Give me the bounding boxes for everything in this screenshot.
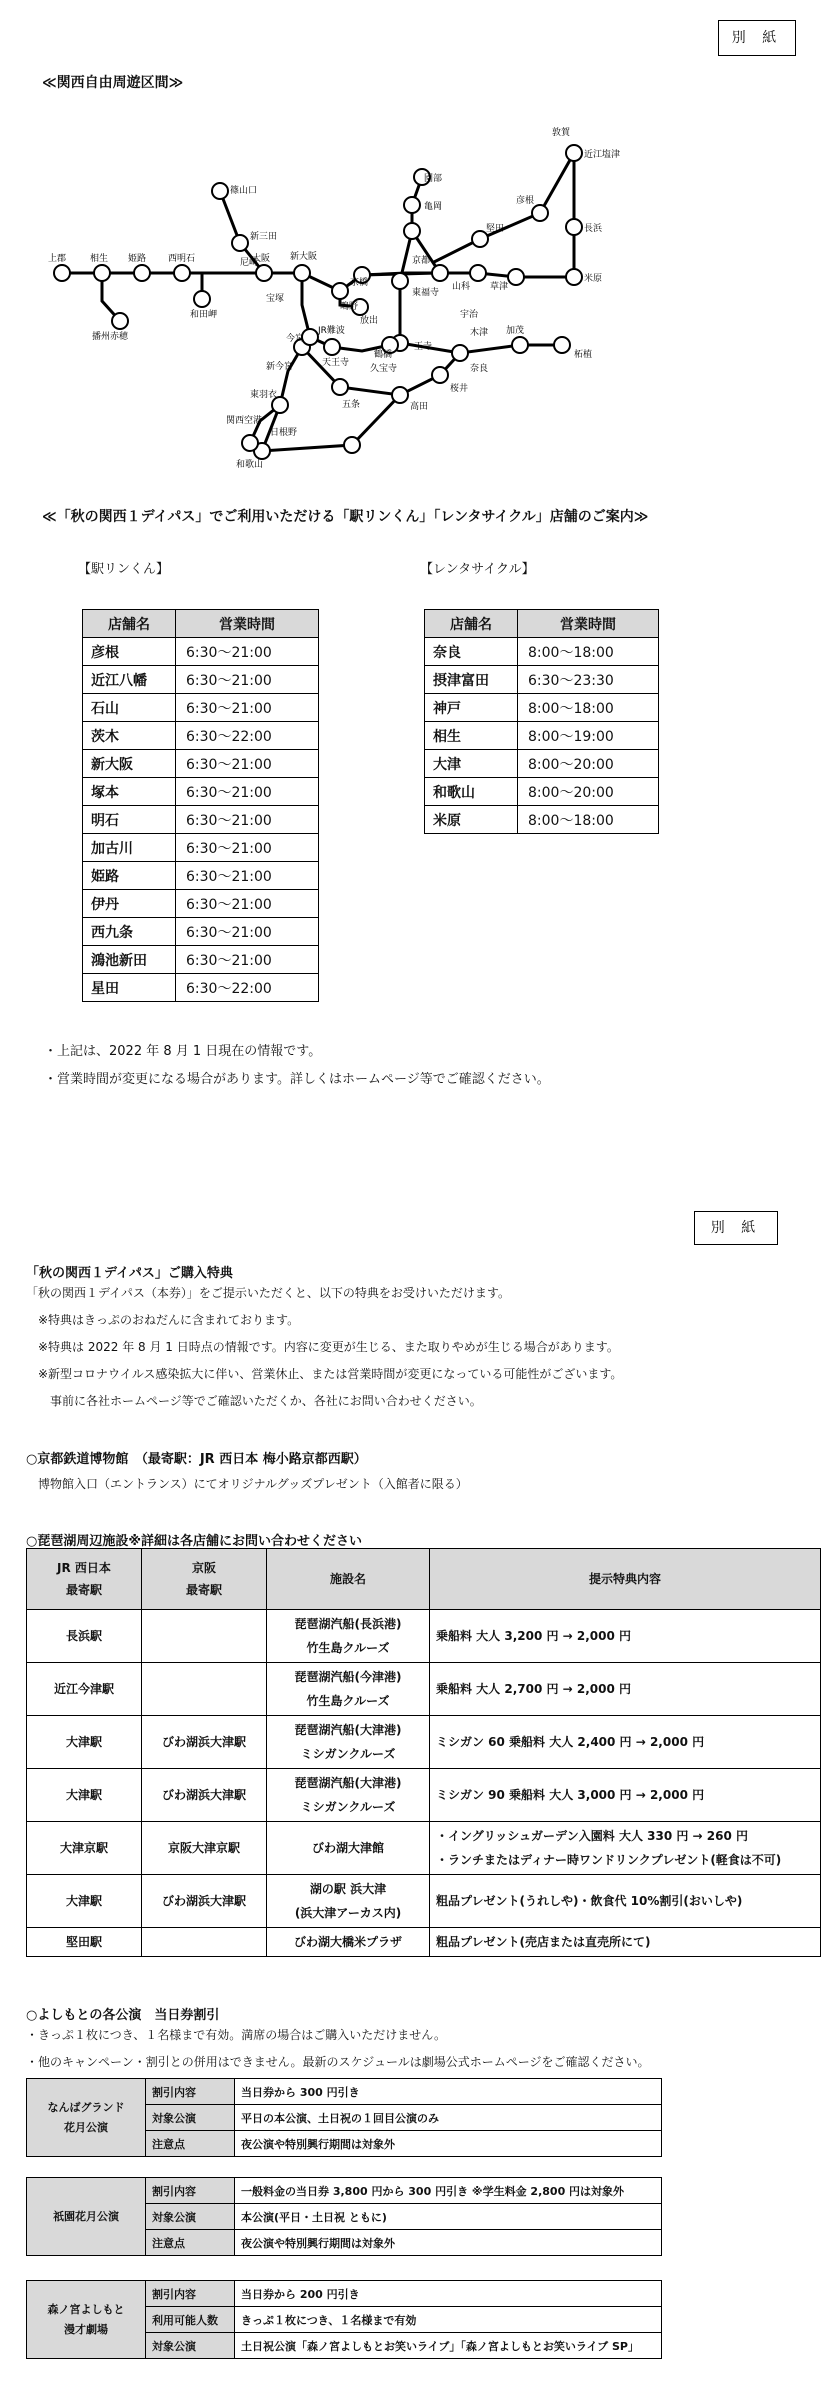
station-label: 山科 — [452, 282, 471, 292]
shop-hours: 6:30～22:00 — [176, 722, 319, 750]
yoshi-category: 対象公演 — [146, 2105, 235, 2131]
station-label: 放出 — [360, 316, 379, 326]
shop-name: 米原 — [425, 806, 518, 834]
shop-hours: 8:00～20:00 — [518, 750, 659, 778]
keihan-station: びわ湖浜大津駅 — [142, 1769, 267, 1822]
shop-hours: 6:30～21:00 — [176, 890, 319, 918]
eki-table — [82, 609, 319, 1002]
station-label: 姫路 — [128, 254, 147, 264]
yoshi-category: 利用可能人数 — [146, 2307, 235, 2333]
shop-hours: 8:00～19:00 — [518, 722, 659, 750]
jr-station: 大津京駅 — [27, 1822, 142, 1875]
shop-name: 加古川 — [83, 834, 176, 862]
intro-line: 事前に各社ホームページ等でご確認いただくか、各社にお問い合わせください。 — [50, 1394, 482, 1408]
museum-text: 博物館入口（エントランス）にてオリジナルグッズプレゼント（入館者に限る） — [38, 1477, 468, 1491]
shop-hours: 6:30～23:30 — [518, 666, 659, 694]
biwa-col-benefit: 提示特典内容 — [430, 1549, 821, 1610]
station-label: 和田岬 — [190, 310, 218, 320]
benefit-content: 乗船料 大人 2,700 円 → 2,000 円 — [430, 1663, 821, 1716]
keihan-station — [142, 1610, 267, 1663]
benefit-content: 粗品プレゼント(売店または直売所にて) — [430, 1928, 821, 1957]
station-label: 京都 — [412, 256, 431, 266]
benefit-content: ミシガン 60 乗船料 大人 2,400 円 → 2,000 円 — [430, 1716, 821, 1769]
yoshi-category: 割引内容 — [146, 2079, 235, 2105]
shop-name: 新大阪 — [83, 750, 176, 778]
yoshi-venue-table — [26, 2280, 662, 2359]
benefit-content: ミシガン 90 乗船料 大人 3,000 円 → 2,000 円 — [430, 1769, 821, 1822]
betsushi-label-1: 別 紙 — [718, 20, 796, 56]
yoshi-venue-table — [26, 2078, 662, 2157]
station-label: 鶴橋 — [374, 350, 393, 360]
station-label: 高田 — [410, 402, 429, 412]
station-label: 近江塩津 — [584, 150, 621, 160]
jr-station: 大津駅 — [27, 1769, 142, 1822]
biwa-col-keihan: 京阪 最寄駅 — [142, 1549, 267, 1610]
shop-hours: 6:30～21:00 — [176, 638, 319, 666]
station-label: 関西空港 — [226, 416, 263, 426]
yoshi-category: 注意点 — [146, 2230, 235, 2256]
station-label: 西明石 — [168, 254, 196, 264]
facility-name: びわ湖大橋米プラザ — [267, 1928, 430, 1957]
benefit-intro — [26, 1280, 622, 1415]
biwa-row — [27, 1610, 821, 1663]
shop-row — [83, 890, 319, 918]
station-label: 長浜 — [584, 224, 603, 234]
shop-name: 奈良 — [425, 638, 518, 666]
intro-line: 「秋の関西１デイパス（本券）」をご提示いただくと、以下の特典をお受けいただけます。 — [26, 1286, 510, 1300]
biwa-col-jr: JR 西日本 最寄駅 — [27, 1549, 142, 1610]
shop-name: 茨木 — [83, 722, 176, 750]
yoshi-row — [27, 2079, 662, 2105]
keihan-station: びわ湖浜大津駅 — [142, 1875, 267, 1928]
station-label: 彦根 — [516, 196, 535, 206]
shop-hours: 6:30～21:00 — [176, 778, 319, 806]
station-label: 木津 — [470, 328, 489, 338]
station-label: 上郡 — [48, 254, 67, 264]
jr-station: 大津駅 — [27, 1716, 142, 1769]
station-label: 日根野 — [270, 428, 298, 438]
note-line: ・上記は、2022 年 8 月 1 日現在の情報です。 — [44, 1044, 322, 1059]
station-label: 東福寺 — [412, 288, 440, 298]
shop-name: 西九条 — [83, 918, 176, 946]
station-label: 奈良 — [470, 364, 489, 374]
venue-name: 森ノ宮よしもと 漫才劇場 — [27, 2281, 146, 2359]
shop-name: 彦根 — [83, 638, 176, 666]
benefit-content: 粗品プレゼント(うれしや)・飲食代 10%割引(おいしや) — [430, 1875, 821, 1928]
station-label: JR難波 — [318, 326, 345, 336]
shop-row — [83, 834, 319, 862]
yoshi-value: 一般料金の当日券 3,800 円から 300 円引き ※学生料金 2,800 円は対象外 — [235, 2178, 662, 2204]
shop-row — [425, 806, 659, 834]
intro-line: ※新型コロナウイルス感染拡大に伴い、営業休止、または営業時間が変更になっている可能性がございます。 — [38, 1367, 623, 1381]
yoshi-notes — [26, 2022, 650, 2076]
shop-hours: 6:30～21:00 — [176, 666, 319, 694]
shop-row — [83, 946, 319, 974]
station-label: 亀岡 — [424, 202, 443, 212]
shop-row — [425, 666, 659, 694]
shop-row — [425, 778, 659, 806]
station-label: 鴫野 — [340, 302, 359, 312]
shop-row — [83, 638, 319, 666]
shop-row — [425, 638, 659, 666]
yoshi-note-line: ・きっぷ１枚につき、１名様まで有効。満席の場合はご購入いただけません。 — [26, 2028, 447, 2042]
biwa-row — [27, 1822, 821, 1875]
rent-heading: 【レンタサイクル】 — [420, 562, 535, 577]
station-label: 堅田 — [486, 224, 505, 234]
jr-station: 大津駅 — [27, 1875, 142, 1928]
keihan-station: びわ湖浜大津駅 — [142, 1716, 267, 1769]
yoshi-category: 割引内容 — [146, 2178, 235, 2204]
station-label: 京橋 — [350, 278, 369, 288]
yoshi-heading: ○よしもとの各公演 当日券割引 — [26, 2008, 220, 2023]
benefit-content: ・イングリッシュガーデン入園料 大人 330 円 → 260 円 ・ランチまたはディナー時ワンドリンクプレゼント(軽食は不可) — [430, 1822, 821, 1875]
col-name-header: 店舗名 — [425, 610, 518, 638]
shop-hours: 6:30～21:00 — [176, 806, 319, 834]
station-label: 加茂 — [506, 326, 525, 336]
biwa-row — [27, 1769, 821, 1822]
yoshi-venue-table — [26, 2177, 662, 2256]
shop-name: 神戸 — [425, 694, 518, 722]
facility-name: 琵琶湖汽船(今津港) 竹生島クルーズ — [267, 1663, 430, 1716]
col-name-header: 店舗名 — [83, 610, 176, 638]
page1-notes — [44, 1038, 550, 1094]
betsushi-label-2: 別 紙 — [694, 1211, 778, 1245]
station-label: 大阪 — [252, 254, 271, 264]
facility-name: 琵琶湖汽船(長浜港) 竹生島クルーズ — [267, 1610, 430, 1663]
shop-row — [83, 750, 319, 778]
shop-row — [83, 778, 319, 806]
map-title: ≪関西自由周遊区間≫ — [42, 75, 184, 91]
shop-row — [425, 722, 659, 750]
shop-hours: 6:30～22:00 — [176, 974, 319, 1002]
keihan-station — [142, 1663, 267, 1716]
yoshi-value: 本公演(平日・土日祝 ともに) — [235, 2204, 662, 2230]
biwa-col-facility: 施設名 — [267, 1549, 430, 1610]
shop-hours: 6:30～21:00 — [176, 834, 319, 862]
station-label: 相生 — [90, 254, 109, 264]
yoshi-row — [27, 2281, 662, 2307]
shop-name: 近江八幡 — [83, 666, 176, 694]
shop-hours: 6:30～21:00 — [176, 862, 319, 890]
shop-hours: 8:00～18:00 — [518, 638, 659, 666]
yoshi-value: きっぷ１枚につき、１名様まで有効 — [235, 2307, 662, 2333]
benefit-title: 「秋の関西１デイパス」ご購入特典 — [26, 1266, 233, 1281]
biwa-row — [27, 1663, 821, 1716]
note-line: ・営業時間が変更になる場合があります。詳しくはホームページ等でご確認ください。 — [44, 1072, 550, 1087]
station-label: 播州赤穂 — [92, 332, 129, 342]
facility-name: 琵琶湖汽船(大津港) ミシガンクルーズ — [267, 1769, 430, 1822]
yoshi-value: 当日券から 300 円引き — [235, 2079, 662, 2105]
facility-name: びわ湖大津館 — [267, 1822, 430, 1875]
rent-table — [424, 609, 659, 834]
shop-name: 姫路 — [83, 862, 176, 890]
biwa-row — [27, 1875, 821, 1928]
yoshi-value: 夜公演や特別興行期間は対象外 — [235, 2230, 662, 2256]
biwa-table — [26, 1548, 821, 1957]
jr-station: 近江今津駅 — [27, 1663, 142, 1716]
yoshi-category: 対象公演 — [146, 2204, 235, 2230]
station-label: 久宝寺 — [370, 364, 398, 374]
shop-name: 大津 — [425, 750, 518, 778]
shop-row — [425, 694, 659, 722]
shop-name: 鴻池新田 — [83, 946, 176, 974]
shop-title: ≪「秋の関西１デイパス」でご利用いただける「駅リンくん」「レンタサイクル」店舗のご案内≫ — [42, 509, 649, 525]
museum-heading: ○京都鉄道博物館 （最寄駅：JR 西日本 梅小路京都西駅） — [26, 1452, 367, 1467]
shop-name: 石山 — [83, 694, 176, 722]
shop-hours: 6:30～21:00 — [176, 918, 319, 946]
yoshi-note-line: ・他のキャンペーン・割引との併用はできません。最新のスケジュールは劇場公式ホームページをご確認ください。 — [26, 2055, 650, 2069]
station-label: 五条 — [342, 400, 361, 410]
shop-row — [83, 918, 319, 946]
shop-hours: 8:00～20:00 — [518, 778, 659, 806]
station-label: 宇治 — [460, 310, 479, 320]
shop-row — [83, 694, 319, 722]
shop-row — [83, 974, 319, 1002]
venue-name: なんばグランド 花月公演 — [27, 2079, 146, 2157]
yoshi-tables — [26, 2078, 662, 2383]
shop-hours: 6:30～21:00 — [176, 694, 319, 722]
station-label: 天王寺 — [322, 358, 350, 368]
shop-name: 伊丹 — [83, 890, 176, 918]
shop-name: 和歌山 — [425, 778, 518, 806]
biwa-row — [27, 1716, 821, 1769]
eki-heading: 【駅リンくん】 — [78, 562, 170, 577]
venue-name: 祇園花月公演 — [27, 2178, 146, 2256]
shop-name: 摂津富田 — [425, 666, 518, 694]
station-label: 新今宮 — [266, 362, 294, 372]
shop-hours: 6:30～21:00 — [176, 750, 319, 778]
intro-line: ※特典はきっぷのおねだんに含まれております。 — [38, 1313, 300, 1327]
yoshi-category: 割引内容 — [146, 2281, 235, 2307]
shop-name: 明石 — [83, 806, 176, 834]
station-label: 米原 — [584, 274, 603, 284]
yoshi-row — [27, 2178, 662, 2204]
jr-station: 堅田駅 — [27, 1928, 142, 1957]
station-label: 王寺 — [414, 342, 433, 352]
station-label: 柘植 — [574, 350, 593, 360]
shop-row — [83, 722, 319, 750]
shop-name: 星田 — [83, 974, 176, 1002]
yoshi-value: 平日の本公演、土日祝の１回目公演のみ — [235, 2105, 662, 2131]
jr-station: 長浜駅 — [27, 1610, 142, 1663]
biwa-row — [27, 1928, 821, 1957]
yoshi-category: 対象公演 — [146, 2333, 235, 2359]
facility-name: 琵琶湖汽船(大津港) ミシガンクルーズ — [267, 1716, 430, 1769]
station-label: 宝塚 — [266, 294, 285, 304]
col-hours-header: 営業時間 — [518, 610, 659, 638]
shop-name: 塚本 — [83, 778, 176, 806]
facility-name: 湖の駅 浜大津 (浜大津アーカス内) — [267, 1875, 430, 1928]
biwa-heading: ○琵琶湖周辺施設※詳細は各店舗にお問い合わせください — [26, 1534, 362, 1549]
intro-line: ※特典は 2022 年 8 月 1 日時点の情報です。内容に変更が生じる、また取りやめが生じる場合があります。 — [38, 1340, 619, 1354]
route-map — [40, 95, 640, 475]
station-label: 篠山口 — [230, 186, 258, 196]
station-label: 新三田 — [250, 232, 278, 242]
yoshi-value: 夜公演や特別興行期間は対象外 — [235, 2131, 662, 2157]
station-label: 桜井 — [450, 384, 469, 394]
yoshi-value: 当日券から 200 円引き — [235, 2281, 662, 2307]
station-label: 尼崎 — [240, 258, 259, 268]
station-label: 和歌山 — [236, 460, 264, 470]
shop-hours: 8:00～18:00 — [518, 806, 659, 834]
shop-row — [83, 862, 319, 890]
keihan-station — [142, 1928, 267, 1957]
station-label: 新大阪 — [290, 252, 318, 262]
station-label: 今宮 — [286, 334, 305, 344]
station-label: 園部 — [424, 174, 443, 184]
keihan-station: 京阪大津京駅 — [142, 1822, 267, 1875]
shop-row — [425, 750, 659, 778]
shop-name: 相生 — [425, 722, 518, 750]
benefit-content: 乗船料 大人 3,200 円 → 2,000 円 — [430, 1610, 821, 1663]
station-label: 東羽衣 — [250, 390, 278, 400]
shop-hours: 8:00～18:00 — [518, 694, 659, 722]
shop-hours: 6:30～21:00 — [176, 946, 319, 974]
yoshi-category: 注意点 — [146, 2131, 235, 2157]
station-label: 敦賀 — [552, 128, 571, 138]
shop-row — [83, 806, 319, 834]
shop-row — [83, 666, 319, 694]
col-hours-header: 営業時間 — [176, 610, 319, 638]
station-label: 草津 — [490, 282, 509, 292]
yoshi-value: 土日祝公演「森ノ宮よしもとお笑いライブ」「森ノ宮よしもとお笑いライブ SP」 — [235, 2333, 662, 2359]
